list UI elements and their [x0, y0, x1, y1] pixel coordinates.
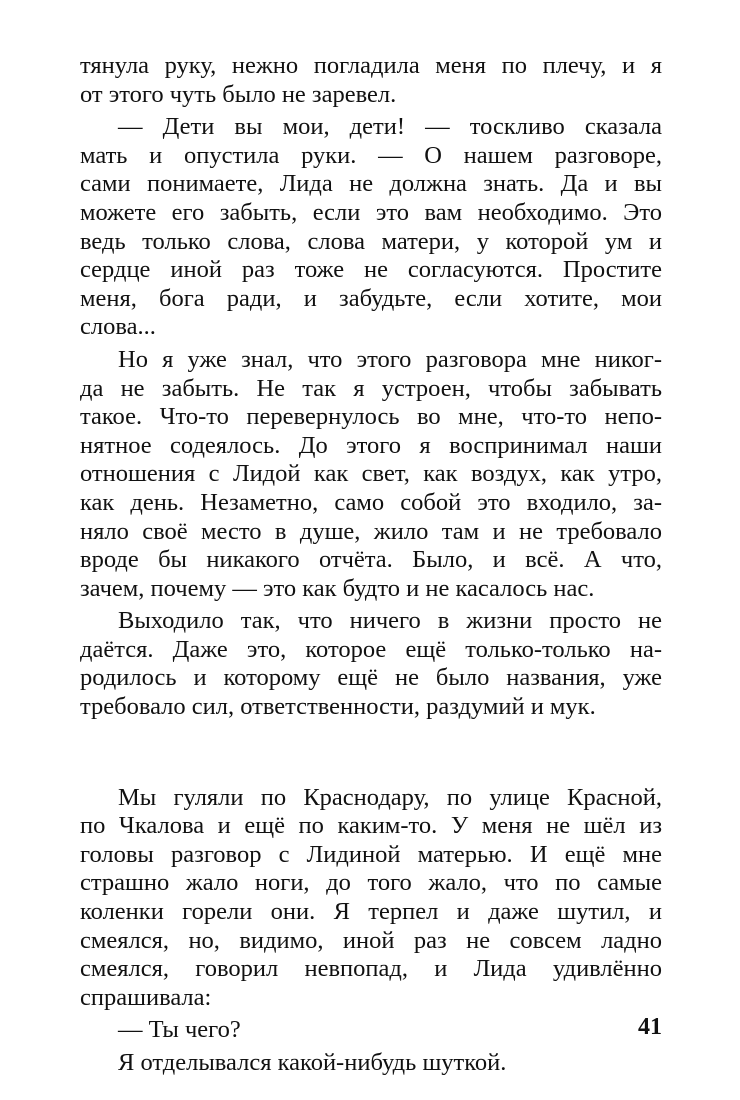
text-line: родилось и которому ещё не было названия, уже — [80, 664, 662, 692]
paragraph — [80, 1016, 662, 1045]
text-block-top — [80, 52, 662, 722]
text-line: сами понимаете, Лида не должна знать. Да и вы — [80, 170, 662, 198]
text-line: такое. Что-то перевернулось во мне, что-то непо- — [80, 403, 662, 431]
text-line: меня, бога ради, и забудьте, если хотите, мои — [80, 284, 662, 312]
text-line: отношения с Лидой как свет, как воздух, как утро, — [80, 460, 662, 488]
text-line: вроде бы никакого отчёта. Было, и всё. А что, — [80, 546, 662, 574]
paragraph — [80, 52, 662, 109]
text-line: да не забыть. Не так я устроен, чтобы забывать — [80, 374, 662, 402]
paragraph — [80, 113, 662, 342]
text-line: слова... — [80, 313, 156, 341]
text-line: коленки горели они. Я терпел и даже шутил, и — [80, 898, 662, 926]
text-line: Выходило так, что ничего в жизни просто не — [118, 607, 662, 635]
section-break — [80, 726, 662, 784]
page-number: 41 — [638, 1014, 662, 1040]
text-line: нятное содеялось. До этого я воспринимал наши — [80, 431, 662, 459]
text-line: — Дети вы мои, дети! — тоскливо сказала — [118, 113, 662, 141]
text-line: страшно жало ноги, до того жало, что по самые — [80, 869, 662, 897]
text-line: — Ты чего? — [118, 1016, 241, 1044]
paragraph — [80, 346, 662, 603]
text-line: смеялся, но, видимо, иной раз не совсем ладно — [80, 926, 662, 954]
text-line: Мы гуляли по Краснодару, по улице Красной, — [118, 783, 662, 811]
paragraph — [80, 607, 662, 721]
text-line: Но я уже знал, что этого разговора мне никог- — [118, 345, 662, 373]
text-line: как день. Незаметно, само собой это входило, за- — [80, 488, 662, 516]
text-line: спрашивала: — [80, 983, 212, 1011]
text-line: мать и опустила руки. — О нашем разговоре, — [80, 141, 662, 169]
text-line: няло своё место в душе, жило там и не требовало — [80, 517, 662, 545]
text-line: ведь только слова, слова матери, у которой ум и — [80, 227, 662, 255]
text-line: можете его забыть, если это вам необходимо. Это — [80, 198, 662, 226]
text-line: требовало сил, ответственности, раздумий и мук. — [80, 693, 596, 721]
text-line: по Чкалова и ещё по каким-то. У меня не шёл из — [80, 812, 662, 840]
text-line: от этого чуть было не заревел. — [80, 80, 397, 108]
text-line: сердце иной раз тоже не согласуются. Простите — [80, 256, 662, 284]
book-page — [80, 52, 662, 1082]
text-line: Я отделывался какой-нибудь шуткой. — [118, 1049, 507, 1076]
text-line: даётся. Даже это, которое ещё только-только на- — [80, 635, 662, 663]
text-line: смеялся, говорил невпопад, и Лида удивлённо — [80, 955, 662, 983]
text-line: головы разговор с Лидиной матерью. И ещё мне — [80, 840, 662, 868]
paragraph — [80, 1049, 662, 1078]
paragraph — [80, 784, 662, 1013]
text-line: тянула руку, нежно погладила меня по плечу, и я — [80, 52, 662, 79]
text-block-bottom — [80, 784, 662, 1078]
text-line: зачем, почему — это как будто и не касалось нас. — [80, 574, 595, 602]
